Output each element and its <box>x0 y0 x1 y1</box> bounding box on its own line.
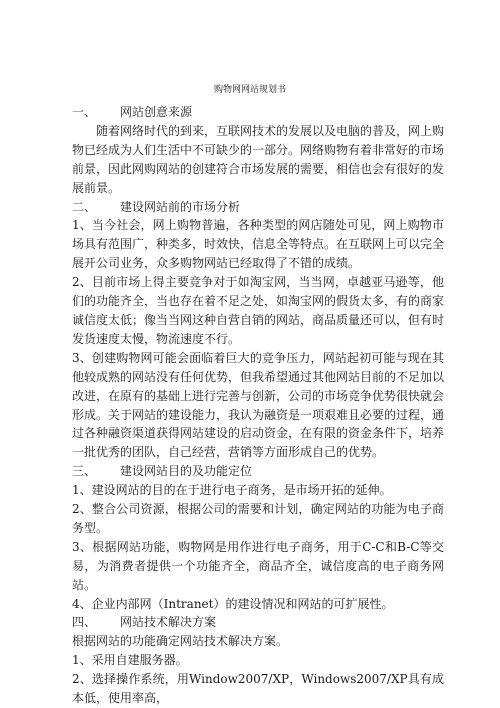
paragraph: 3、根据网站功能，购物网是用作进行电子商务，用于C-C和B-C等交易，为消费者提供一个功能齐全，商品齐全，诚信度高的电子商务网站。 <box>72 539 444 592</box>
paragraph: 1、建设网站的目的在于进行电子商务，是市场开拓的延伸。 <box>72 483 392 498</box>
paragraph: 2、整合公司资源，根据公司的需要和计划，确定网站的功能为电子商务型。 <box>72 502 444 535</box>
paragraph: 2、目前市场上得主要竞争对于如淘宝网，当当网，卓越亚马逊等，他们的功能齐全，当也存在着不足之处，如淘宝网的假货太多，有的商家诚信度太低；像当当网这种自营自销的网站，商品质量还可以，但有时发货速度太慢，物流速度不行。 <box>72 275 445 346</box>
section-heading <box>72 462 444 481</box>
paragraph: 2、选择操作系统，用Window2007/XP，Windows2007/XP具有成本低，使用率高， <box>72 672 444 706</box>
section-title: 网站创意来源 <box>120 105 193 119</box>
section-title: 网站技术解决方案 <box>120 615 217 630</box>
section-title: 建设网站前的市场分析 <box>120 199 241 214</box>
document-title: 购物网网站规划书 <box>213 85 286 95</box>
paragraph: 1、当今社会，网上购物普遍，各种类型的网店随处可见，网上购物市场具有范围广，种类多，时效快，信息全等特点。在互联网上可以完全展开公司业务，众多购物网站已经取得了不错的成绩。 <box>72 218 445 271</box>
section-number: 二、 <box>72 199 97 214</box>
paragraph: 3、创建购物网可能会面临着巨大的竞争压力，网站起初可能与现在其他较成熟的网站没有任何优势，但我希望通过其他网站目前的不足加以改进，在原有的基础上进行完善与创新，公司的市场竞争优势很快就会形成。关于网站的建设能力，我认为融资是一项艰难且必要的过程，通过各种融资渠道获得网站建设的启动资金，在有限的资金条件下，培养一批优秀的团队，自己经营，营销等方面形成自己的优势。 <box>72 350 445 460</box>
document-body <box>72 103 444 708</box>
section-heading <box>72 198 444 217</box>
section-title: 建设网站目的及功能定位 <box>120 464 253 479</box>
section-number: 三、 <box>72 464 97 479</box>
paragraph: 随着网络时代的到来，互联网技术的发展以及电脑的普及，网上购物已经成为人们生活中不可缺少的一部分。网络购物有着非常好的市场前景，因此网购网站的创建符合市场发展的需要，相信也会有很好的发展前景。 <box>72 123 445 195</box>
paragraph: 4、企业内部网（Intranet）的建设情况和网站的可扩展性。 <box>72 596 394 611</box>
section-number: 四、 <box>72 615 97 630</box>
section-heading <box>72 613 444 632</box>
section-number: 一、 <box>72 105 97 119</box>
section-heading <box>72 103 444 122</box>
paragraph: 1、采用自建服务器。 <box>72 653 188 668</box>
paragraph: 根据网站的功能确定网站技术解决方案。 <box>72 634 289 649</box>
